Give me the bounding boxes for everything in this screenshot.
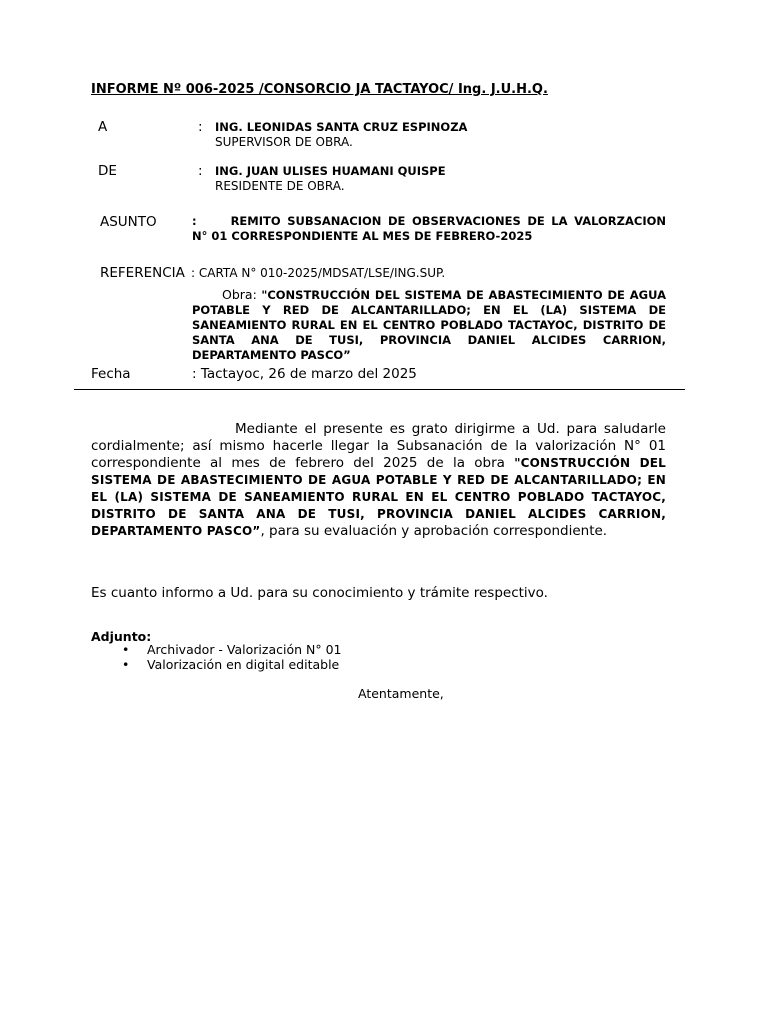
subject-label: ASUNTO <box>100 214 157 230</box>
body-intro: Mediante el presente es grato dirigirme a Ud. para saludarle cordialmente; así mismo hacerle llegar la Subsanación de la valorización N° 01 correspondiente al mes de febrero del 2025 de la obra <box>91 421 666 471</box>
document-title: INFORME Nº 006-2025 /CONSORCIO JA TACTAYOC/ Ing. J.U.H.Q. <box>91 82 548 97</box>
subject-text <box>192 214 666 243</box>
reference-value: CARTA N° 010-2025/MDSAT/LSE/ING.SUP. <box>198 266 446 280</box>
subject-value: REMITO SUBSANACION DE OBSERVACIONES DE LA VALORZACION N° 01 CORRESPONDIENTE AL MES DE FEBRERO-2025 <box>192 214 666 243</box>
signature-salutation: Atentamente, <box>358 686 444 701</box>
reference-label: REFERENCIA <box>100 265 185 281</box>
attachment-label: Archivador - Valorización N° 01 <box>147 642 342 657</box>
body-paragraph <box>91 421 666 540</box>
reference-colon: : <box>191 266 196 280</box>
subject-colon: : <box>192 214 197 228</box>
obra-name: "CONSTRUCCIÓN DEL SISTEMA DE ABASTECIMIENTO DE AGUA POTABLE Y RED DE ALCANTARILLADO; EN EL (LA) SISTEMA DE SANEAMIENTO RURAL EN EL CENTRO POBLADO TACTAYOC, DISTRITO DE SANTA ANA DE TUSI, PROVINCIA DANIEL ALCIDES CARRION, DEPARTAMENTO PASCO” <box>192 288 667 362</box>
obra-block <box>192 287 666 363</box>
to-colon: : <box>198 119 203 135</box>
attachments-title: Adjunto: <box>91 629 152 644</box>
date-label: Fecha <box>91 366 131 382</box>
reference-text <box>191 266 445 280</box>
attachments-list <box>122 643 341 672</box>
from-name: ING. JUAN ULISES HUAMANI QUISPE <box>215 164 446 178</box>
bullet-icon: • <box>122 656 130 672</box>
date-value: : Tactayoc, 26 de marzo del 2025 <box>192 366 417 382</box>
header-divider <box>74 389 685 390</box>
to-role: SUPERVISOR DE OBRA. <box>215 135 353 149</box>
to-name: ING. LEONIDAS SANTA CRUZ ESPINOZA <box>215 120 468 134</box>
body-ending: , para su evaluación y aprobación correspondiente. <box>260 523 608 539</box>
to-label: A <box>98 119 108 135</box>
attachment-label: Valorización en digital editable <box>147 656 340 672</box>
bullet-icon: • <box>122 642 130 657</box>
list-item <box>122 658 341 673</box>
closing-sentence: Es cuanto informo a Ud. para su conocimiento y trámite respectivo. <box>91 585 548 601</box>
obra-label: Obra: <box>222 287 257 302</box>
body-obra-name: "CONSTRUCCIÓN DEL SISTEMA DE ABASTECIMIENTO DE AGUA POTABLE Y RED DE ALCANTARILLADO; EN EL (LA) SISTEMA DE SANEAMIENTO RURAL EN EL CENTRO POBLADO TACTAYOC, DISTRITO DE SANTA ANA DE TUSI, PROVINCIA DANIEL ALCIDES CARRION, DEPARTAMENTO PASCO” <box>91 456 666 538</box>
from-label: DE <box>98 163 117 179</box>
list-item <box>122 643 341 658</box>
from-role: RESIDENTE DE OBRA. <box>215 179 345 193</box>
from-colon: : <box>198 163 203 179</box>
